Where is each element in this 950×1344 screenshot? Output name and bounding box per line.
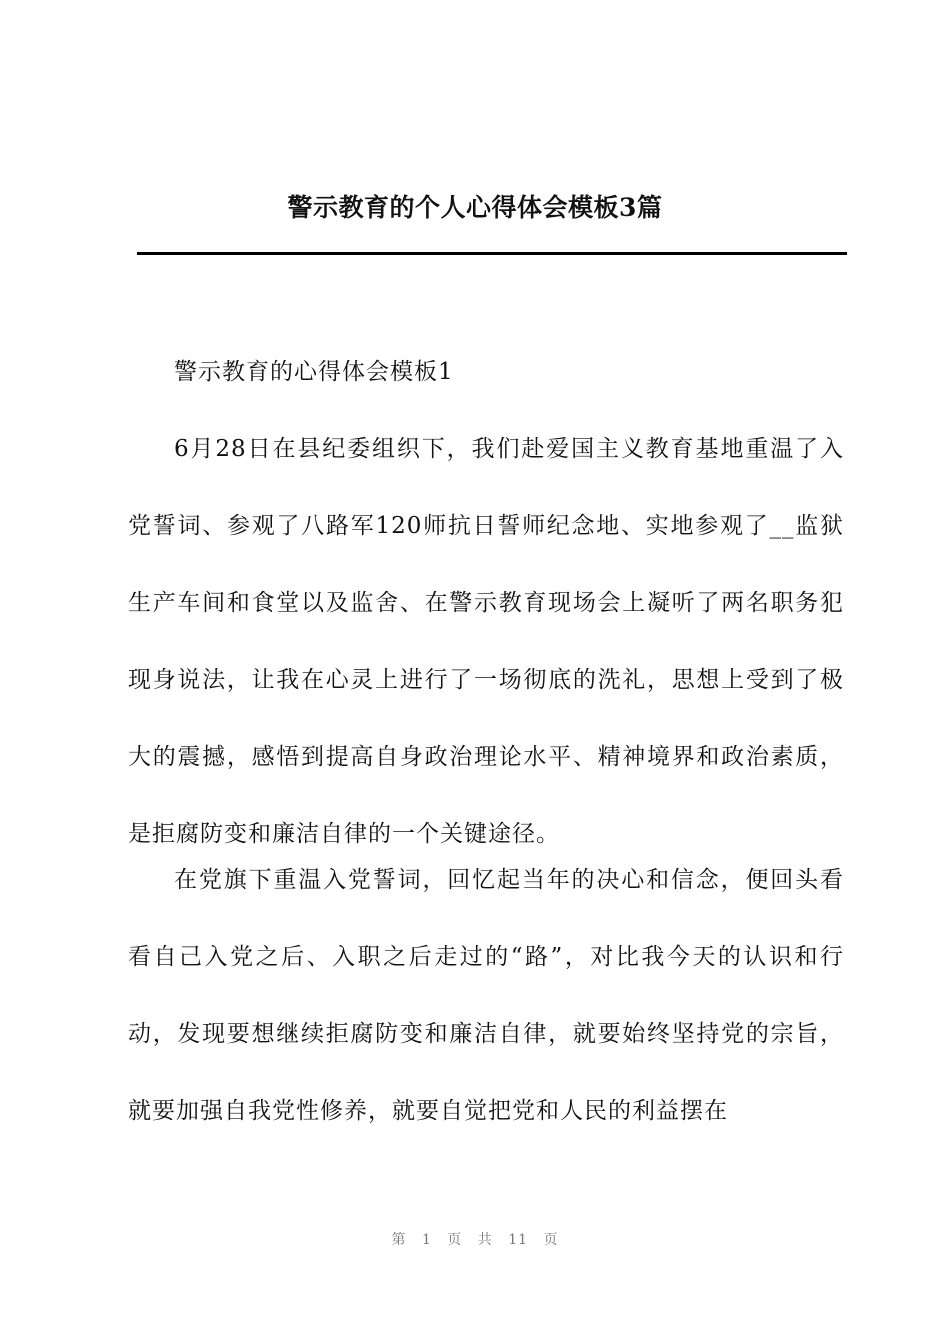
document-title: 警示教育的个人心得体会模板3篇 — [287, 193, 663, 222]
title-underline — [137, 252, 847, 255]
paragraph-2: 在党旗下重温入党誓词，回忆起当年的决心和信念，便回头看看自己入党之后、入职之后走过的“路”，对比我今天的认识和行动，发现要想继续拒腐防变和廉洁自律，就要始终坚持党的宗旨，就要加强自我党性修养，就要自觉把党和人民的利益摆在 — [128, 867, 844, 1124]
page-number-footer: 第 1 页 共 11 页 — [391, 1232, 559, 1248]
paragraph-1: 6月28日在县纪委组织下，我们赴爱国主义教育基地重温了入党誓词、参观了八路军120师抗日誓师纪念地、实地参观了__监狱生产车间和食堂以及监舍、在警示教育现场会上凝听了两名职务犯现身说法，让我在心灵上进行了一场彻底的洗礼，思想上受到了极大的震撼，感悟到提高自身政治理论水平、精神境界和政治素质，是拒腐防变和廉洁自律的一个关键途径。 — [128, 436, 844, 847]
section-heading: 警示教育的心得体会模板1 — [174, 359, 454, 385]
